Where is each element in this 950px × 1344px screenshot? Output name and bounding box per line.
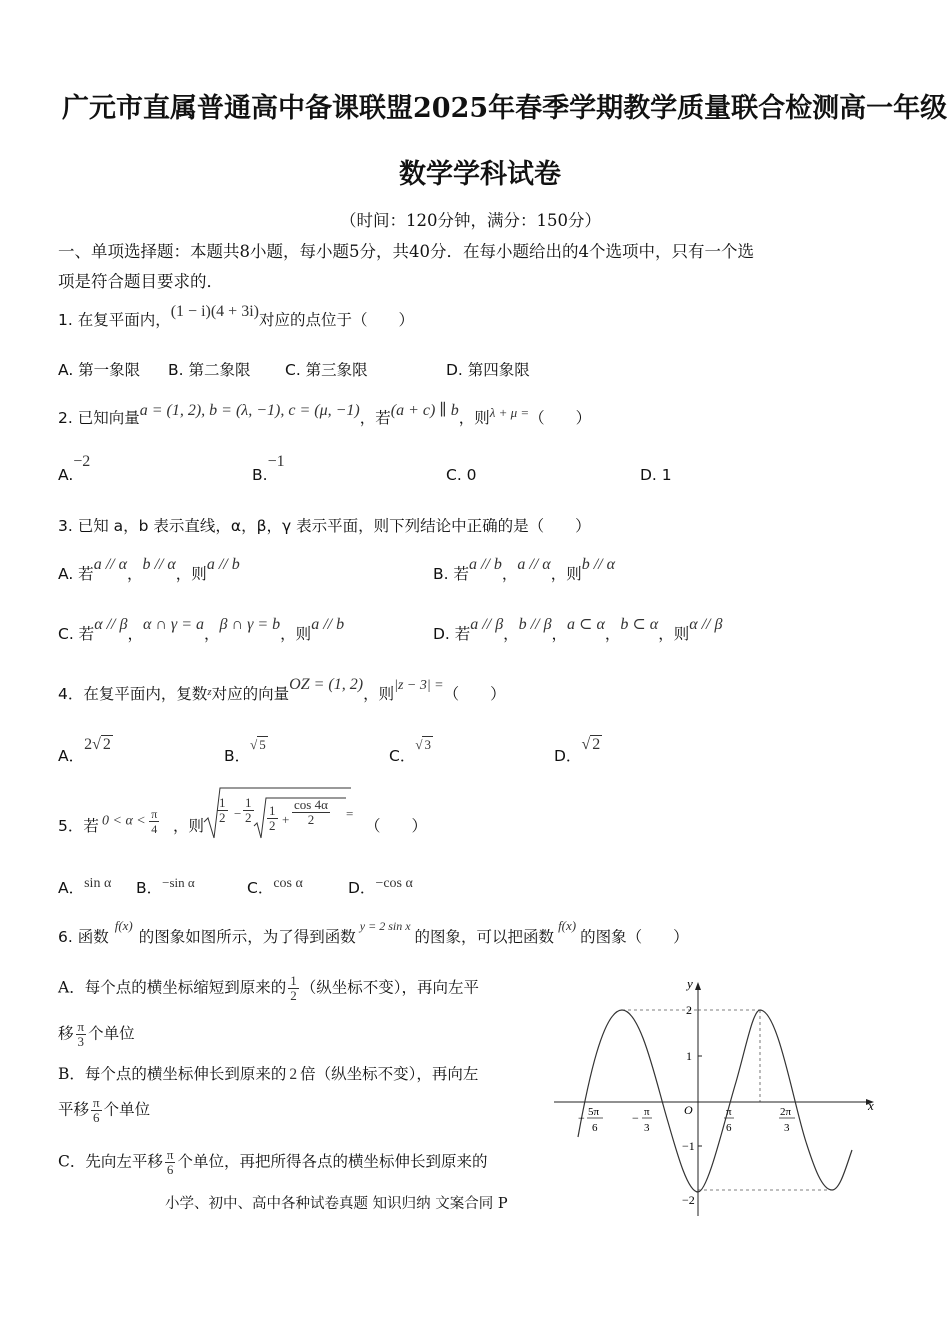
section-instructions-line2: 项是符合题目要求的． <box>58 272 223 291</box>
q5-b-value: −sin α <box>162 875 195 890</box>
q1-option-a: A. 第一象限 <box>58 361 141 379</box>
q4-suffix: （ ） <box>443 685 506 703</box>
q6-option-c-line1 <box>58 1148 487 1177</box>
num: 1 <box>245 795 252 810</box>
q3-option-d <box>433 616 723 644</box>
comma: ， <box>604 625 621 643</box>
q3-option-c <box>58 616 345 644</box>
q5-suffix: （ ） <box>365 817 428 835</box>
q2-mid: ，若 <box>359 409 391 427</box>
q5-four: 4 <box>151 822 158 836</box>
q4-mid2: ，则 <box>363 685 395 703</box>
q5-pi: π <box>151 807 158 821</box>
q6-option-a-line2 <box>58 1020 135 1049</box>
comma: ， <box>503 625 519 643</box>
num: π <box>93 1095 100 1110</box>
q6-b-two: 2 <box>289 1066 298 1083</box>
q2-option-d: D. 1 <box>640 466 672 484</box>
q6-prefix: 6. 函数 <box>58 928 109 946</box>
q1-option-c: C. 第三象限 <box>285 361 368 379</box>
q3-c-m2: α ∩ γ = a <box>142 616 205 633</box>
section-instructions-line1: 一、单项选择题：本题共8小题，每小题5分，共40分．在每小题给出的4个选项中，只有一个选 <box>58 242 754 261</box>
q3-a-m3: a // b <box>206 556 240 573</box>
q6-b-text3: 平移 <box>58 1100 90 1119</box>
q6-b-text4: 个单位 <box>103 1100 151 1119</box>
den: 2 <box>219 810 226 825</box>
q3-option-b <box>433 556 616 584</box>
x-tick-den: 3 <box>644 1122 650 1134</box>
q3-b-m3: b // α <box>581 556 616 573</box>
q2-option-a <box>58 453 91 485</box>
q4-prefix: 4．在复平面内，复数 <box>58 685 208 703</box>
comma: ， <box>551 625 568 643</box>
den: 2 <box>245 810 252 825</box>
q3-d-label: D. 若 <box>433 625 471 643</box>
x-tick-num: 5π <box>588 1106 600 1118</box>
q4-d-radicand: 2 <box>592 736 601 753</box>
q2-vectors: a = (1, 2), b = (λ, −1), c = (μ, −1) <box>139 402 360 419</box>
q5-d-label: D． <box>348 879 376 897</box>
y-axis-arrow-icon <box>695 982 701 990</box>
den: 2 <box>290 988 297 1003</box>
q4-a-radicand: 2 <box>102 736 111 753</box>
q6-a-text4: 个单位 <box>88 1024 135 1043</box>
q3-d-m1: a // β <box>470 616 504 633</box>
q2-option-c: C. 0 <box>446 466 477 484</box>
x-axis-label: x <box>868 1098 874 1113</box>
den: 6 <box>166 1162 174 1177</box>
q5-frac-cos <box>292 798 330 827</box>
comma: ， <box>204 625 220 643</box>
question-2 <box>58 402 592 428</box>
q4-modulus: |z − 3| = <box>394 678 444 693</box>
q4-z: z <box>207 686 212 698</box>
q2-mid2: ，则 <box>458 409 490 427</box>
q4-c-radicand: 3 <box>424 737 431 752</box>
q5-minus: − <box>234 806 242 821</box>
q6-option-a-line1 <box>58 974 479 1003</box>
q4-b-radicand: 5 <box>259 737 266 752</box>
q6-a-text1: A．每个点的横坐标缩短到原来的 <box>58 978 287 997</box>
q3-b-m2: a // α <box>517 556 551 573</box>
q6-a-text3: 移 <box>58 1024 74 1043</box>
num: π <box>166 1147 174 1162</box>
x-tick-num: π <box>726 1106 732 1118</box>
q5-plus: + <box>282 812 290 827</box>
q5-c-label: C． <box>247 879 274 897</box>
q6-b-text2: 倍（纵坐标不变），再向左 <box>300 1065 479 1083</box>
q5-a-value: sin α <box>84 876 112 891</box>
q6-c-text2: 个单位，再把所得各点的横坐标伸长到原来的 <box>177 1152 488 1171</box>
q2-option-b <box>252 453 285 485</box>
q5-a-label: A． <box>58 879 85 897</box>
q6-y2sinx: y = 2 sin x <box>359 919 411 933</box>
q5-c-value: cos α <box>273 876 303 891</box>
q4-a-label: A． <box>58 747 85 765</box>
q6-a-text2: （纵坐标不变），再向左平 <box>300 978 479 997</box>
q5-prefix: 5．若 <box>58 817 99 835</box>
q6-mid: 的图象如图所示，为了得到函数 <box>138 928 356 946</box>
q5-equals: = <box>346 806 354 821</box>
q5-option-b <box>136 876 195 898</box>
x-tick-num: π <box>644 1106 650 1118</box>
comma: ， <box>127 625 143 643</box>
q2-sum: λ + μ = <box>489 405 530 420</box>
q5-b-label: B． <box>136 879 163 897</box>
x-tick-den: 3 <box>784 1122 790 1134</box>
num: 1 <box>290 973 297 988</box>
question-1 <box>58 303 414 330</box>
den: 2 <box>269 818 276 833</box>
q3-b-label: B. 若 <box>433 565 469 583</box>
q5-cond: 0 < α < <box>102 813 146 829</box>
q6-option-b-line1 <box>58 1062 478 1084</box>
q3-c-then: ，则 <box>280 625 312 643</box>
den: 2 <box>307 812 315 827</box>
q5-frac-half-2 <box>243 796 254 825</box>
q4-option-b: B．$^{√ 5}$ <box>224 737 266 765</box>
q5-option-a <box>58 876 111 898</box>
q2-a-value: −2 <box>73 453 91 470</box>
q3-a-m1: a // α <box>93 556 127 573</box>
q3-a-label: A. 若 <box>58 565 94 583</box>
q3-a-then: ，则 <box>175 565 207 583</box>
q6-mid2: 的图象，可以把函数 <box>414 928 555 946</box>
q1-math: (1 − i)(4 + 3i) <box>170 303 259 320</box>
q3-a-m2: b // α <box>142 556 176 573</box>
q3-d-m3: a ⊂ α <box>567 616 605 633</box>
q6-option-b-line2 <box>58 1096 150 1125</box>
q3-d-m5: α // β <box>689 616 723 633</box>
q3-c-m4: a // b <box>311 616 345 633</box>
q2-a-label: A. <box>58 466 74 484</box>
question-6 <box>58 918 689 947</box>
den: 6 <box>93 1110 100 1125</box>
x-tick-den: 6 <box>592 1122 598 1134</box>
comma: ， <box>501 565 518 583</box>
q6-suffix: 的图象（ ） <box>580 928 689 946</box>
num: 1 <box>219 795 226 810</box>
num: 1 <box>269 803 276 818</box>
q4-mid: 对应的向量 <box>211 685 290 703</box>
footer-text: 小学、初中、高中各种试卷真题 知识归纳 文案合同 P <box>165 1196 508 1212</box>
y-tick-label-neg2: −2 <box>682 1193 695 1207</box>
q3-option-a <box>58 556 240 584</box>
comma: ， <box>126 565 143 583</box>
q2-parallel: (a + c) ∥ b <box>390 402 459 419</box>
q5-frac-half-3 <box>267 804 278 833</box>
origin-label: O <box>684 1103 693 1117</box>
y-tick-label-1: 1 <box>686 1049 692 1063</box>
q2-suffix: （ ） <box>529 409 592 427</box>
q4-b-label: B． <box>224 747 251 765</box>
q5-option-c <box>247 876 303 898</box>
q3-d-then: ，则 <box>658 625 690 643</box>
q4-option-a: A．2√ 2 <box>58 736 111 765</box>
x-tick-den: 6 <box>726 1122 732 1134</box>
q4-d-label: D． <box>554 747 582 765</box>
q4-c-label: C． <box>389 747 416 765</box>
x-tick-sign: − <box>578 1111 585 1125</box>
q1-suffix: 对应的点位于（ ） <box>258 311 414 329</box>
q4-a-coef: 2 <box>84 736 93 753</box>
q3-b-then: ，则 <box>550 565 582 583</box>
q5-d-value: −cos α <box>375 876 413 891</box>
y-axis-label: y <box>687 976 693 991</box>
q3-c-m3: β ∩ γ = b <box>219 616 281 633</box>
q2-b-value: −1 <box>267 453 285 470</box>
q1-prefix: 1. 在复平面内， <box>58 311 171 329</box>
q5-radical-expression <box>203 786 353 842</box>
q1-option-b: B. 第二象限 <box>168 361 251 379</box>
y-tick-label-2: 2 <box>686 1003 692 1017</box>
x-tick-num: 2π <box>780 1106 792 1118</box>
q4-option-c: C．$^{√ 3}$ <box>389 737 431 765</box>
q3-d-m4: b ⊂ α <box>620 616 659 633</box>
q5-frac-half-1 <box>217 796 228 825</box>
q5-condition <box>102 807 159 836</box>
y-tick-label-neg1: −1 <box>682 1139 695 1153</box>
q4-option-d: D．√ 2 <box>554 736 601 765</box>
q3-b-m1: a // b <box>469 556 502 573</box>
q6-b-text1: B．每个点的横坐标伸长到原来的 <box>58 1065 287 1083</box>
exam-meta: （时间：120分钟，满分：150分） <box>340 211 601 230</box>
q6-fx: f(x) <box>114 918 133 933</box>
q6-c-text1: C．先向左平移 <box>58 1152 163 1171</box>
q3-d-m2: b // β <box>518 616 552 633</box>
q1-option-d: D. 第四象限 <box>446 361 530 379</box>
den: 3 <box>77 1034 85 1049</box>
x-tick-sign: − <box>632 1111 639 1125</box>
page-subtitle: 数学学科试卷 <box>399 159 561 190</box>
q3-c-m1: α // β <box>94 616 128 633</box>
page-title: 广元市直属普通高中备课联盟2025年春季学期教学质量联合检测高一年级 <box>62 93 948 124</box>
sine-graph <box>548 972 888 1220</box>
num: cos 4α <box>294 797 328 812</box>
q5-mid: ，则 <box>173 817 205 835</box>
q4-vector: OZ = (1, 2) <box>289 676 364 693</box>
question-3: 3. 已知 a，b 表示直线，α，β，γ 表示平面，则下列结论中正确的是（ ） <box>58 517 591 535</box>
question-4 <box>58 676 506 704</box>
q6-fx-2: f(x) <box>558 918 577 933</box>
q3-c-label: C. 若 <box>58 625 95 643</box>
q2-prefix: 2. 已知向量 <box>58 409 140 427</box>
num: π <box>77 1019 85 1034</box>
q5-option-d <box>348 876 413 898</box>
function-curve <box>578 1010 852 1192</box>
q2-b-label: B. <box>252 466 268 484</box>
